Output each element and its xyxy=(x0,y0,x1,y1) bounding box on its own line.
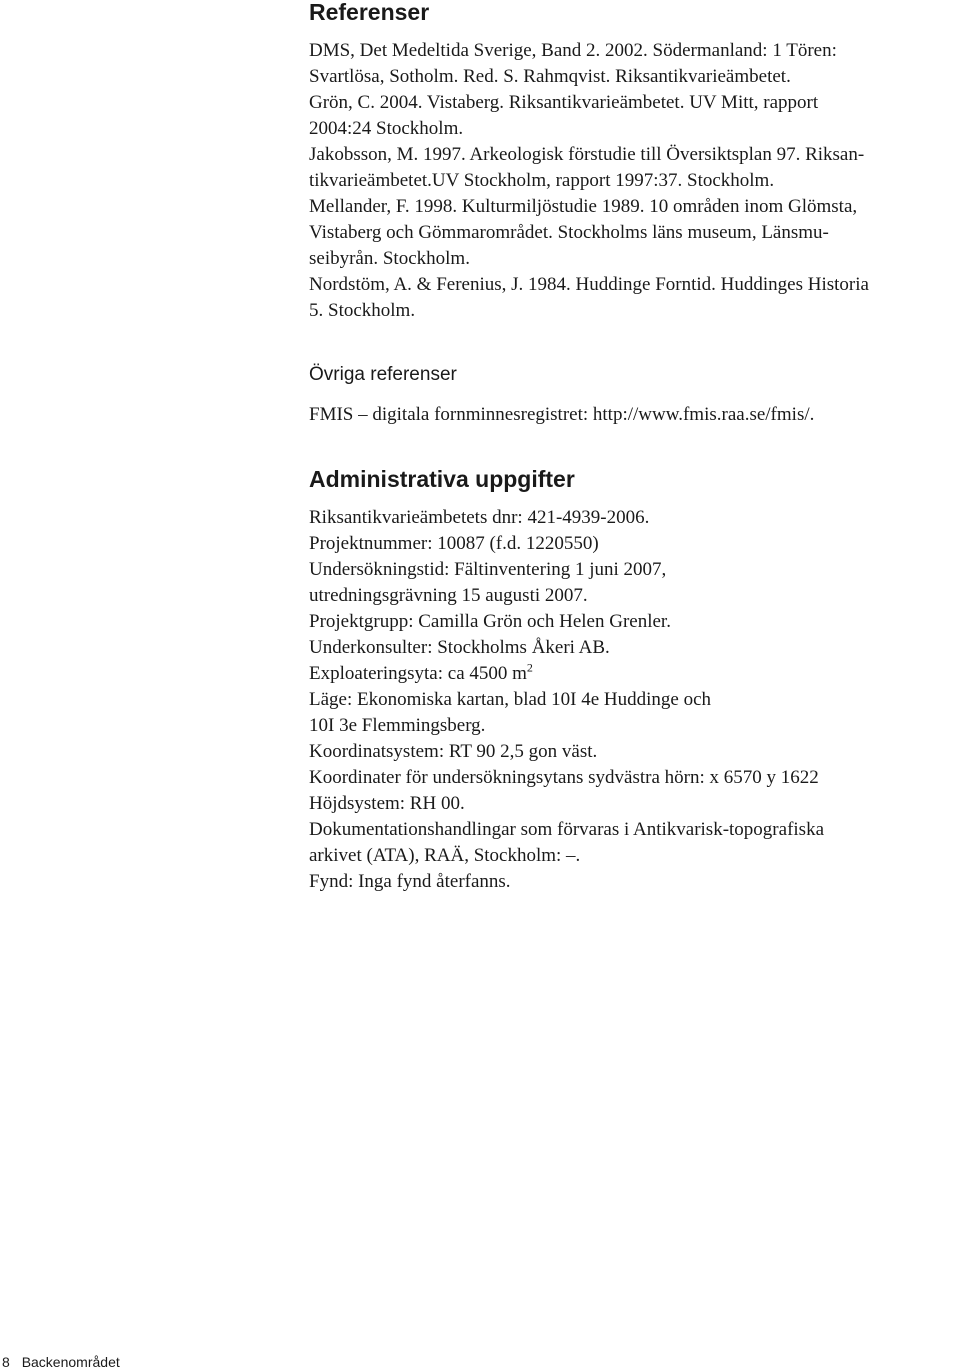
area-unit-superscript: 2 xyxy=(526,660,533,675)
reference-entry-line: Jakobsson, M. 1997. Arkeologisk förstudie till Översiktsplan 97. Riksan- xyxy=(309,144,865,165)
area-text xyxy=(309,660,949,687)
reference-entry-line: Mellander, F. 1998. Kulturmiljöstudie 1989. 10 områden inom Glömsta, xyxy=(309,196,858,217)
administrative-entry xyxy=(309,505,949,531)
section-title-administrativa-uppgifter: Administrativa uppgifter xyxy=(309,466,575,492)
administrative-entry xyxy=(309,869,949,895)
administrative-entry xyxy=(309,739,949,765)
administrative-entry-line: 10I 3e Flemmingsberg. xyxy=(309,715,486,736)
reference-entry xyxy=(309,38,949,90)
reference-entry-line: Grön, C. 2004. Vistaberg. Riksantikvarieämbetet. UV Mitt, rapport xyxy=(309,92,819,113)
administrative-entry xyxy=(309,817,949,869)
area-label: Exploateringsyta: ca 4500 m xyxy=(309,663,527,684)
reference-entry-line: tikvarieämbetet.UV Stockholm, rapport 1997:37. Stockholm. xyxy=(309,170,775,191)
administrative-entry xyxy=(309,635,949,661)
administrative-entry-line: Undersökningstid: Fältinventering 1 juni 2007, xyxy=(309,559,667,580)
subsection-title-ovriga-referenser: Övriga referenser xyxy=(309,364,457,385)
reference-entry-line: Vistaberg och Gömmarområdet. Stockholms läns museum, Länsmu- xyxy=(309,222,829,243)
reference-entry xyxy=(309,194,949,272)
page-footer xyxy=(2,1353,120,1371)
reference-entry-line: seibyrån. Stockholm. xyxy=(309,248,470,269)
page-number: 8 xyxy=(2,1354,10,1370)
administrative-entry xyxy=(309,557,949,609)
administrative-entry-line: utredningsgrävning 15 augusti 2007. xyxy=(309,585,588,606)
administrative-entry-area xyxy=(309,661,949,687)
administrative-entry-line: Projektgrupp: Camilla Grön och Helen Grenler. xyxy=(309,611,671,632)
reference-entry xyxy=(309,90,949,142)
administrative-entry xyxy=(309,687,949,739)
administrative-details-list xyxy=(309,505,949,895)
administrative-entry-line: Höjdsystem: RH 00. xyxy=(309,793,465,814)
administrative-entry-line: Koordinater för undersökningsytans sydvästra hörn: x 6570 y 1622 xyxy=(309,767,819,788)
administrative-entry xyxy=(309,531,949,557)
reference-entry-line: 2004:24 Stockholm. xyxy=(309,118,464,139)
administrative-entry-line: Fynd: Inga fynd återfanns. xyxy=(309,871,511,892)
administrative-entry-line: Dokumentationshandlingar som förvaras i Antikvarisk-topografiska xyxy=(309,819,825,840)
administrative-entry xyxy=(309,609,949,635)
reference-list xyxy=(309,38,949,324)
running-section-title: Backenområdet xyxy=(21,1354,120,1370)
administrative-entry-line: arkivet (ATA), RAÄ, Stockholm: –. xyxy=(309,845,581,866)
administrative-entry-line: Läge: Ekonomiska kartan, blad 10I 4e Huddinge och xyxy=(309,689,712,710)
other-reference-entry-line: FMIS – digitala fornminnesregistret: http://www.fmis.raa.se/fmis/. xyxy=(309,404,815,425)
administrative-entry xyxy=(309,791,949,817)
administrative-entry-line: Projektnummer: 10087 (f.d. 1220550) xyxy=(309,533,599,554)
administrative-entry-line: Riksantikvarieämbetets dnr: 421-4939-2006. xyxy=(309,507,650,528)
reference-entry-line: Nordstöm, A. & Ferenius, J. 1984. Huddinge Forntid. Huddinges Historia xyxy=(309,274,869,295)
administrative-entry xyxy=(309,765,949,791)
reference-entry-line: DMS, Det Medeltida Sverige, Band 2. 2002. Södermanland: 1 Tören: xyxy=(309,40,837,61)
administrative-entry-line: Underkonsulter: Stockholms Åkeri AB. xyxy=(309,637,610,658)
other-reference-list xyxy=(309,402,949,428)
reference-entry-line: 5. Stockholm. xyxy=(309,300,416,321)
reference-entry xyxy=(309,272,949,324)
section-title-referenser: Referenser xyxy=(309,0,430,25)
reference-entry xyxy=(309,142,949,194)
reference-entry-line: Svartlösa, Sotholm. Red. S. Rahmqvist. Riksantikvarieämbetet. xyxy=(309,66,791,87)
other-reference-entry xyxy=(309,402,949,428)
administrative-entry-line: Koordinatsystem: RT 90 2,5 gon väst. xyxy=(309,741,598,762)
